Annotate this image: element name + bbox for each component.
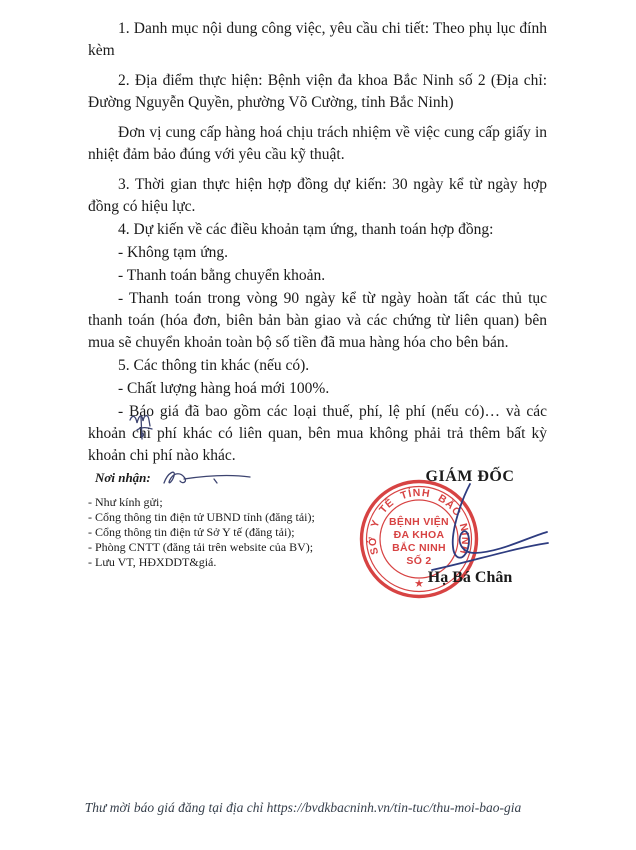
- recipients-item: - Như kính gửi;: [88, 495, 163, 509]
- recipients-item: - Phòng CNTT (đăng tải trên website của BV);: [88, 540, 314, 554]
- initials-signature: [126, 410, 158, 444]
- recipients-item: - Lưu VT, HĐXDDT&giá.: [88, 555, 217, 569]
- recipients-label: Nơi nhận:: [95, 469, 151, 485]
- recipients-list: [88, 495, 398, 570]
- paragraph: - Thanh toán trong vòng 90 ngày kể từ ngày hoàn tất các thủ tục thanh toán (hóa đơn, biên bản bàn giao và các chứng từ liên quan) bên mua sẽ chuyển khoản toàn bộ số tiền đã mua hàng hóa cho bên bán.: [88, 290, 547, 351]
- paragraph: 1. Danh mục nội dung công việc, yêu cầu chi tiết: Theo phụ lục đính kèm: [88, 20, 547, 59]
- recipients-block: [88, 468, 398, 570]
- stamp-star-icon: ★: [414, 578, 424, 590]
- signature-section: [88, 468, 547, 618]
- recipients-signature: [156, 468, 256, 490]
- paragraph: 3. Thời gian thực hiện hợp đồng dự kiến: 30 ngày kể từ ngày hợp đồng có hiệu lực.: [88, 176, 547, 215]
- stamp-center-line: SỐ 2: [406, 555, 432, 567]
- document-body: [88, 18, 547, 618]
- paragraph: 5. Các thông tin khác (nếu có).: [118, 357, 310, 374]
- paragraph: 4. Dự kiến về các điều khoản tạm ứng, thanh toán hợp đồng:: [118, 221, 494, 238]
- recipients-item: - Cổng thông tin điện tử UBND tỉnh (đăng tải);: [88, 510, 315, 524]
- paragraph: - Báo giá đã bao gồm các loại thuế, phí, lệ phí (nếu có)… và các khoản chi phí khác có liên quan, bên mua không phải trả thêm bất kỳ khoản chi phí nào khác.: [88, 403, 547, 464]
- paragraph: - Chất lượng hàng hoá mới 100%.: [118, 380, 330, 397]
- stamp-center-line: BẮC NINH: [392, 542, 446, 554]
- recipients-item: - Cổng thông tin điện tử Sở Y tế (đăng tải);: [88, 525, 295, 539]
- paragraph: 2. Địa điểm thực hiện: Bệnh viện đa khoa Bắc Ninh số 2 (Địa chỉ: Đường Nguyễn Quyền, phường Võ Cường, tỉnh Bắc Ninh): [88, 72, 547, 111]
- stamp-center-line: BỆNH VIỆN: [389, 516, 449, 528]
- paragraph: - Không tạm ứng.: [118, 244, 228, 261]
- stamp-center-line: ĐA KHOA: [393, 529, 445, 541]
- director-signature: [428, 481, 608, 581]
- footer-note: Thư mời báo giá đăng tại địa chỉ https://bvdkbacninh.vn/tin-tuc/thu-moi-bao-gia: [84, 800, 522, 815]
- director-title: GIÁM ĐỐC: [425, 468, 515, 485]
- paragraph: Đơn vị cung cấp hàng hoá chịu trách nhiệm về việc cung cấp giấy in nhiệt đảm bảo đúng với yêu cầu kỹ thuật.: [88, 124, 547, 163]
- paragraph: - Thanh toán bằng chuyển khoản.: [118, 267, 326, 284]
- director-name: Hạ Bá Chân: [427, 569, 513, 586]
- stamp-ring-text: SỞ Y TẾ TỈNH BẮC NINH: [366, 486, 472, 556]
